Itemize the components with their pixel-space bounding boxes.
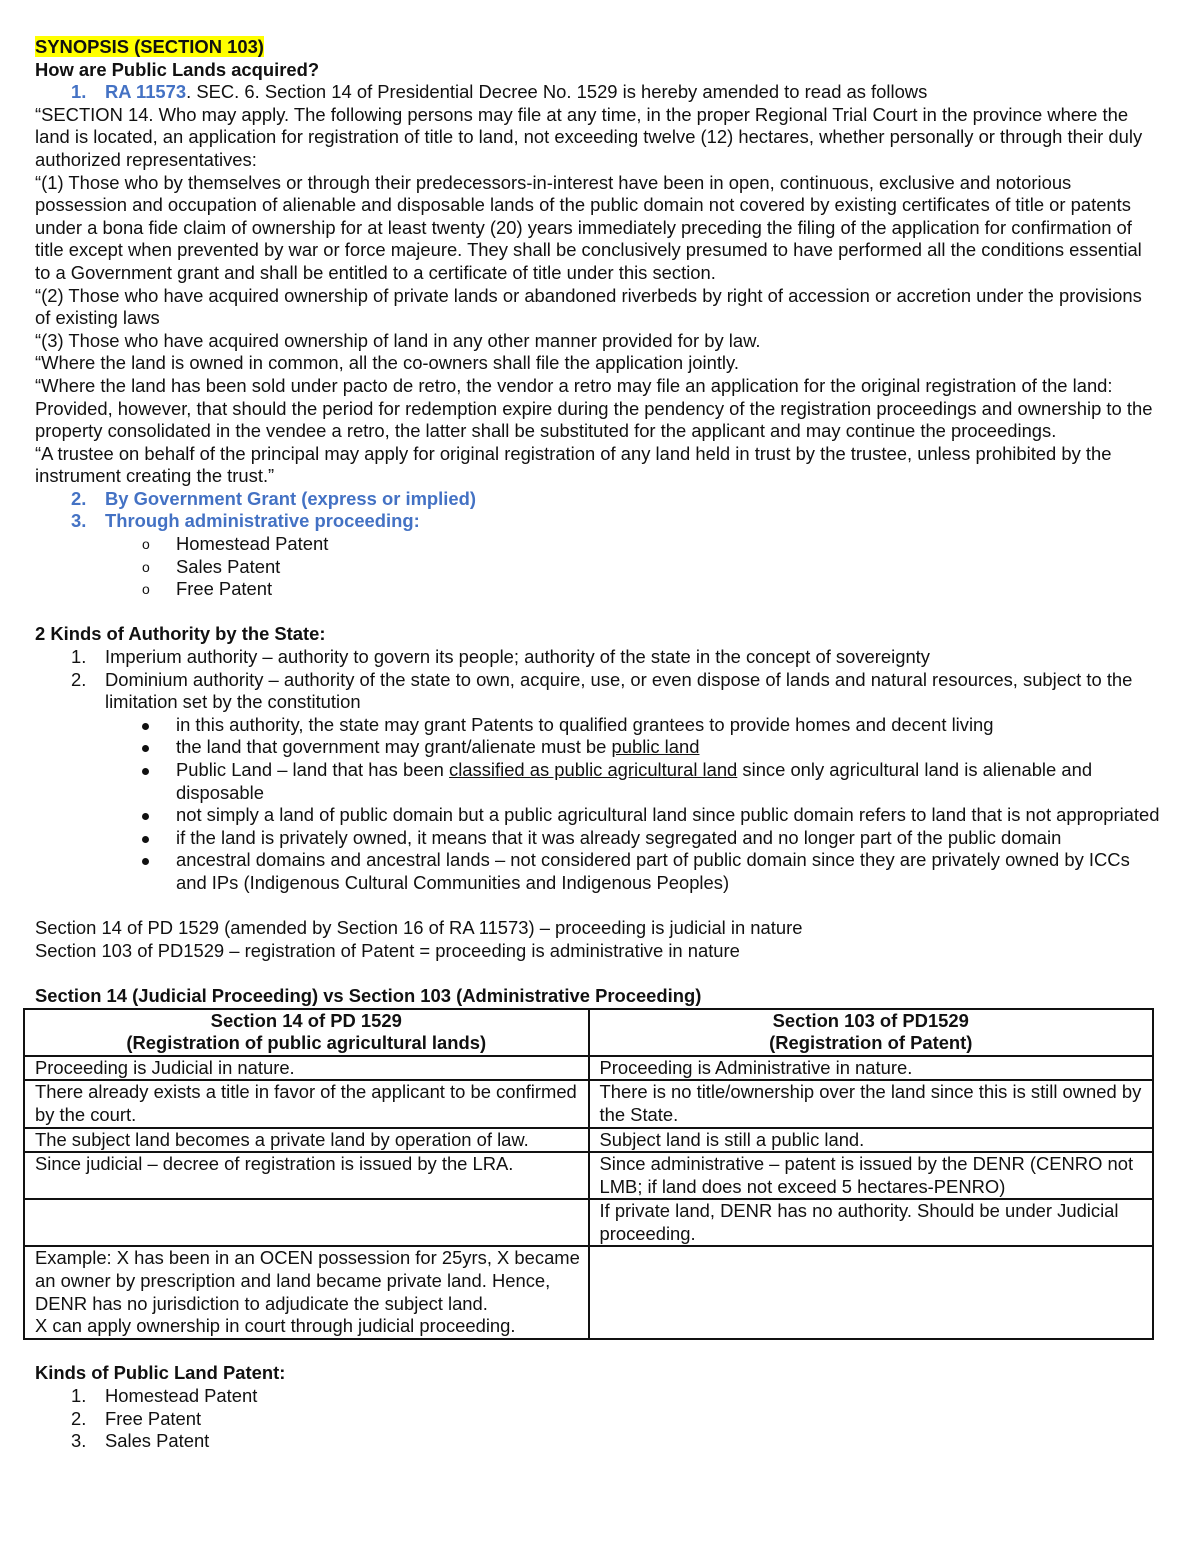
bullet-dot-icon bbox=[142, 858, 149, 865]
bullet-item: the land that government may grant/alienate must be public land bbox=[35, 736, 1160, 759]
spacer bbox=[35, 601, 1160, 624]
kinds-list-item: 1. Homestead Patent bbox=[71, 1385, 258, 1407]
spacer bbox=[35, 962, 1160, 985]
bullet-dot-icon bbox=[142, 836, 149, 843]
kinds-list-item: 2. Free Patent bbox=[71, 1407, 202, 1429]
table-cell bbox=[589, 1246, 1154, 1338]
quoted-paragraph: “Where the land has been sold under pacto de retro, the vendor a retro may file an application for the original registration of the land: Provided, however, that should the period for redemption expire during the pendency of the registration proceedings and ownership to the property consolidated in the vendee a retro, the latter shall be substituted for the applicant and may continue the proceedings. bbox=[35, 374, 1153, 442]
table-cell: Since administrative – patent is issued by the DENR (CENRO not LMB; if land does not exceed 5 hectares-PENRO) bbox=[589, 1152, 1154, 1199]
authority-item-1: 1. Imperium authority – authority to govern its people; authority of the state in the concept of sovereignty bbox=[71, 646, 930, 668]
table-cell: Since judicial – decree of registration is issued by the LRA. bbox=[24, 1152, 589, 1199]
table-row bbox=[24, 1199, 1153, 1246]
quoted-paragraph: “(3) Those who have acquired ownership of land in any other manner provided for by law. bbox=[35, 329, 761, 351]
table-cell: Example: X has been in an OCEN possession for 25yrs, X became an owner by prescription and land became private land. Hence, DENR has no jurisdiction to adjudicate the subject land. X can apply ownership in court through judicial proceeding. bbox=[24, 1246, 589, 1338]
patent-list-item: o Sales Patent bbox=[142, 555, 281, 577]
table-cell: Proceeding is Judicial in nature. bbox=[24, 1056, 589, 1081]
bullet-dot-icon bbox=[142, 813, 149, 820]
bullet-dot-icon bbox=[142, 745, 149, 752]
circle-bullet-icon: o bbox=[142, 536, 150, 553]
quoted-paragraph: “(2) Those who have acquired ownership of private lands or abandoned riverbeds by right of accession or accretion under the provisions of existing laws bbox=[35, 284, 1142, 329]
quoted-paragraph: “SECTION 14. Who may apply. The following persons may file at any time, in the proper Regional Trial Court in the province where the land is located, an application for registration of title to land, not exceeding twelve (12) hectares, whether personally or through their duly authorized representatives: bbox=[35, 103, 1143, 170]
authority-item-2: 2. Dominium authority – authority of the state to own, acquire, use, or even dispose of lands and natural resources, subject to the limitation set by the constitution bbox=[71, 668, 1133, 713]
table-cell bbox=[24, 1199, 589, 1246]
spacer bbox=[35, 1340, 1160, 1363]
acquisition-item-2: 2. By Government Grant (express or implied) bbox=[71, 487, 476, 509]
patent-list-item: o Free Patent bbox=[142, 578, 273, 600]
ra-reference: RA 11573 bbox=[105, 81, 187, 103]
table-row bbox=[24, 1152, 1153, 1199]
table-row bbox=[24, 1056, 1153, 1081]
circle-bullet-icon: o bbox=[142, 581, 150, 598]
spacer bbox=[35, 895, 1160, 918]
table-cell: There already exists a title in favor of the applicant to be confirmed by the court. bbox=[24, 1080, 589, 1127]
table-cell: If private land, DENR has no authority. Should be under Judicial proceeding. bbox=[589, 1199, 1154, 1246]
circle-bullet-icon: o bbox=[142, 558, 150, 575]
acquisition-item-1: 1. RA 11573. SEC. 6. Section 14 of Presidential Decree No. 1529 is hereby amended to read as follows bbox=[71, 81, 928, 103]
kinds-list-item: 3. Sales Patent bbox=[71, 1430, 210, 1452]
acquisition-item-3: 3. Through administrative proceeding: bbox=[71, 510, 420, 532]
synopsis-title: SYNOPSIS (SECTION 103) bbox=[35, 36, 264, 57]
quoted-paragraph: “Where the land is owned in common, all the co-owners shall file the application jointly. bbox=[35, 352, 739, 374]
table-cell: There is no title/ownership over the land since this is still owned by the State. bbox=[589, 1080, 1154, 1127]
kinds-heading: Kinds of Public Land Patent: bbox=[35, 1362, 286, 1384]
table-cell: Subject land is still a public land. bbox=[589, 1128, 1154, 1153]
table-row bbox=[24, 1080, 1153, 1127]
section-note: Section 103 of PD1529 – registration of Patent = proceeding is administrative in nature bbox=[35, 939, 740, 961]
table-row bbox=[24, 1246, 1153, 1338]
quoted-paragraph: “A trustee on behalf of the principal may apply for original registration of any land held in trust by the trustee, unless prohibited by the instrument creating the trust.” bbox=[35, 442, 1112, 487]
section-note: Section 14 of PD 1529 (amended by Section 16 of RA 11573) – proceeding is judicial in nature bbox=[35, 917, 803, 939]
bullet-item: ancestral domains and ancestral lands – not considered part of public domain since they are privately owned by ICCs and IPs (Indigenous Cultural Communities and Indigenous Peoples) bbox=[35, 849, 1160, 894]
bullet-item: not simply a land of public domain but a public agricultural land since public domain refers to land that is not appropriated bbox=[35, 804, 1160, 827]
authority-heading: 2 Kinds of Authority by the State: bbox=[35, 623, 326, 645]
table-header-cell: Section 14 of PD 1529 (Registration of public agricultural lands) bbox=[24, 1009, 589, 1056]
table-cell: The subject land becomes a private land by operation of law. bbox=[24, 1128, 589, 1153]
quoted-paragraph: “(1) Those who by themselves or through their predecessors-in-interest have been in open, continuous, exclusive and notorious possession and occupation of alienable and disposable lands of the public domain not covered by existing certificates of title or patents under a bona fide claim of ownership for at least twenty (20) years immediately preceding the filing of the application for confirmation of title except when prevented by war or force majeure. They shall be conclusively presumed to have performed all the conditions essential to a Government grant and shall be entitled to a certificate of title under this section. bbox=[35, 171, 1142, 283]
bullet-item: in this authority, the state may grant Patents to qualified grantees to provide homes and decent living bbox=[35, 714, 1160, 737]
bullet-dot-icon bbox=[142, 723, 149, 730]
table-header-cell: Section 103 of PD1529 (Registration of Patent) bbox=[589, 1009, 1154, 1056]
bullet-item: Public Land – land that has been classified as public agricultural land since only agricultural land is alienable and disposable bbox=[35, 759, 1160, 804]
table-header-row bbox=[24, 1009, 1153, 1056]
bullet-dot-icon bbox=[142, 768, 149, 775]
bullet-item: if the land is privately owned, it means that it was already segregated and no longer part of the public domain bbox=[35, 827, 1160, 850]
comparison-table bbox=[23, 1008, 1154, 1340]
table-cell: Proceeding is Administrative in nature. bbox=[589, 1056, 1154, 1081]
table-row bbox=[24, 1128, 1153, 1153]
section-question: How are Public Lands acquired? bbox=[35, 58, 320, 80]
comparison-heading: Section 14 (Judicial Proceeding) vs Section 103 (Administrative Proceeding) bbox=[35, 984, 702, 1006]
patent-list-item: o Homestead Patent bbox=[142, 533, 329, 555]
